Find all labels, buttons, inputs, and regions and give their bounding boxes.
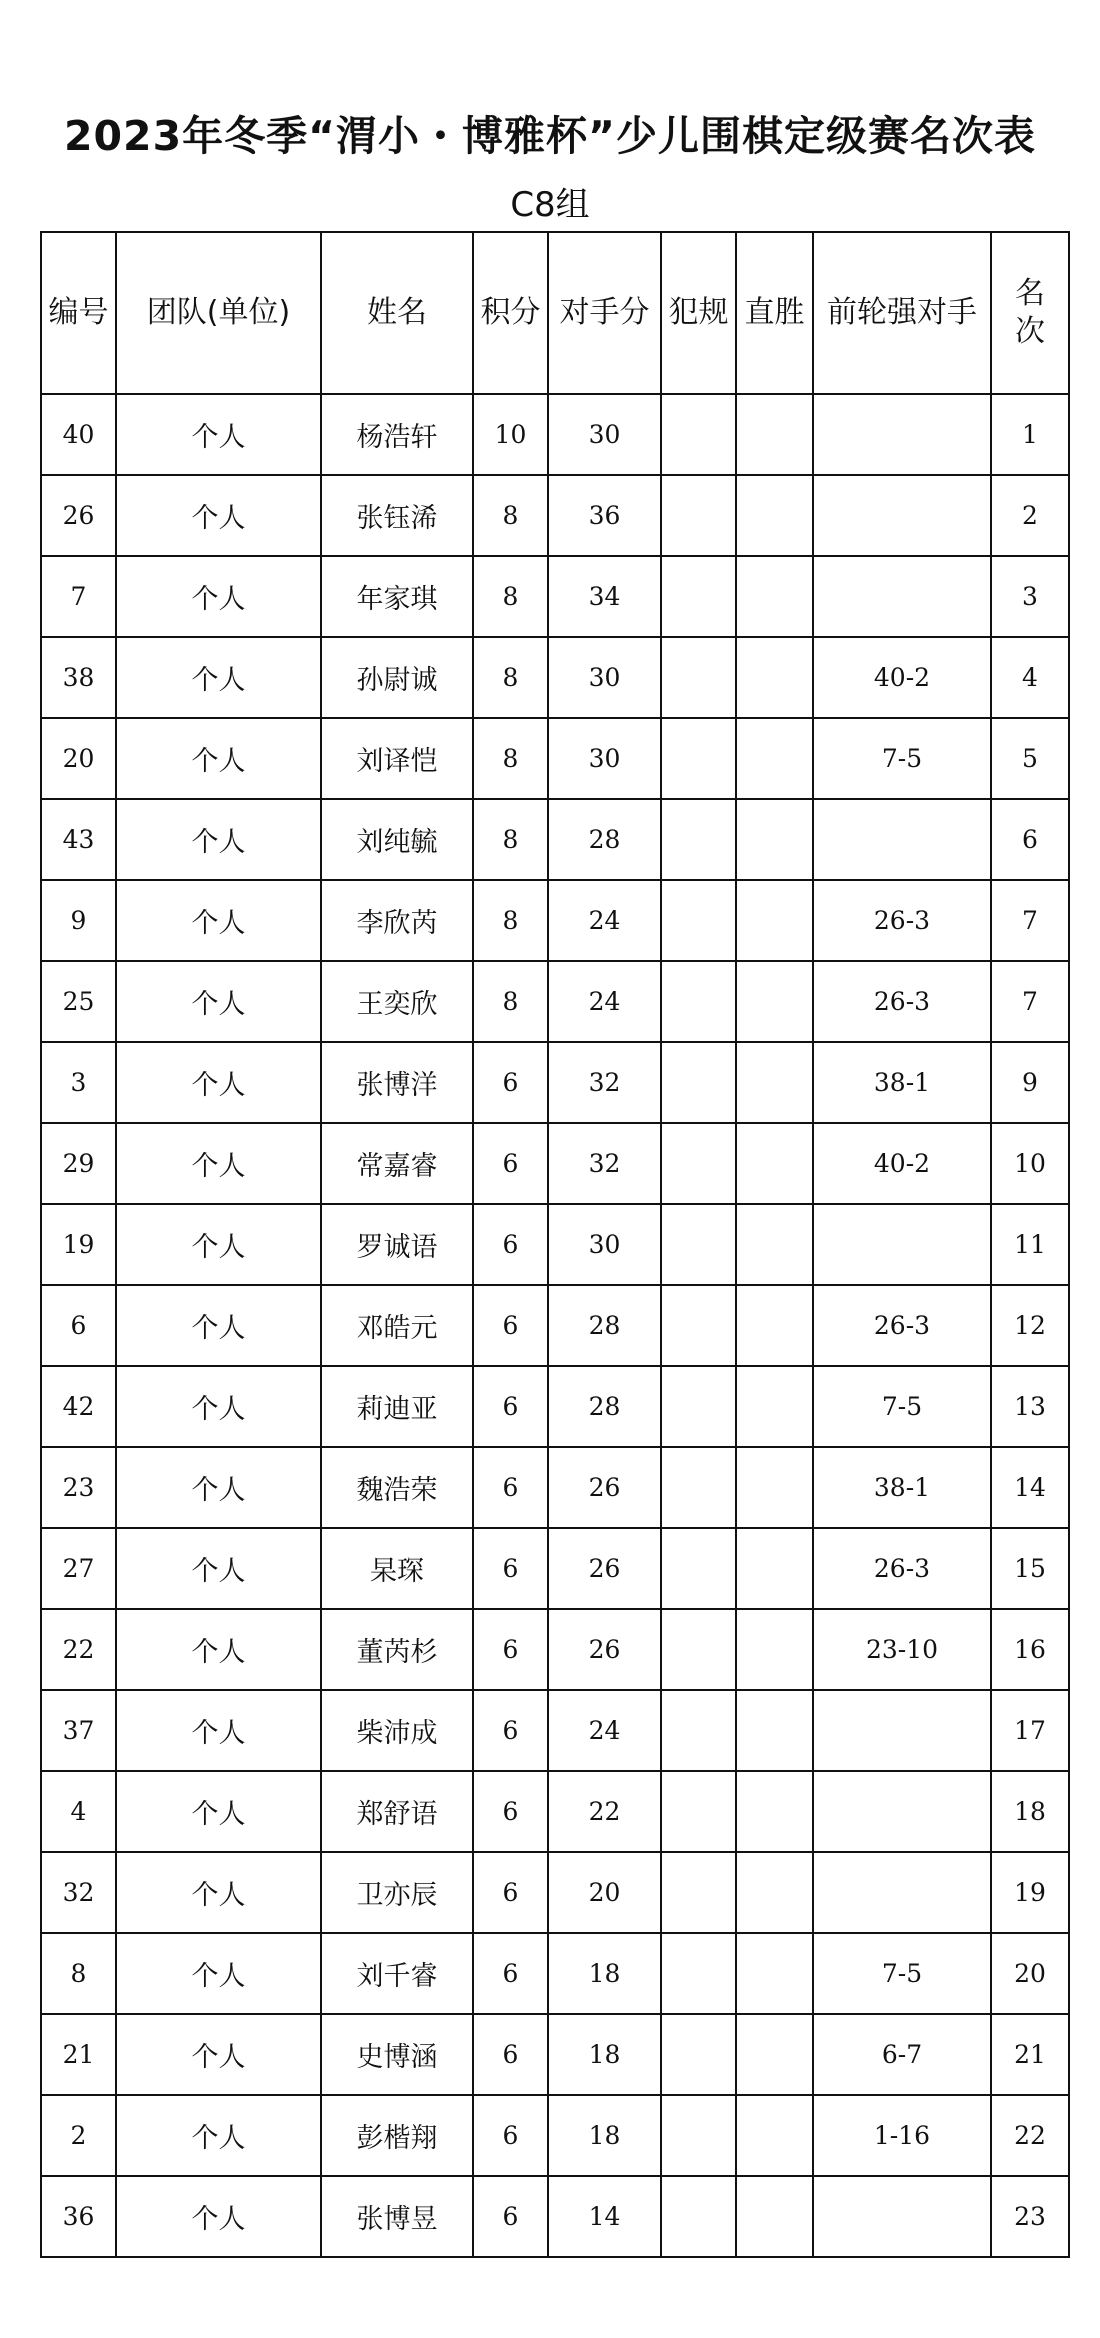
cell-team: 个人	[116, 637, 321, 718]
cell-direct-win	[736, 2095, 813, 2176]
header-opponent-points: 对手分	[548, 232, 661, 394]
cell-rank: 7	[991, 961, 1069, 1042]
cell-opponent-points: 28	[548, 1366, 661, 1447]
cell-direct-win	[736, 637, 813, 718]
cell-points: 6	[473, 1609, 548, 1690]
cell-points: 6	[473, 1042, 548, 1123]
cell-name: 刘纯毓	[321, 799, 473, 880]
cell-opponent-points: 30	[548, 637, 661, 718]
cell-id: 7	[41, 556, 116, 637]
cell-rank: 20	[991, 1933, 1069, 2014]
cell-opponent-points: 18	[548, 2014, 661, 2095]
cell-previous-strong-opponent: 38-1	[813, 1042, 991, 1123]
cell-name: 彭楷翔	[321, 2095, 473, 2176]
cell-id: 36	[41, 2176, 116, 2257]
cell-id: 9	[41, 880, 116, 961]
table-row	[41, 1609, 1069, 1690]
cell-rank: 16	[991, 1609, 1069, 1690]
cell-team: 个人	[116, 799, 321, 880]
cell-opponent-points: 24	[548, 880, 661, 961]
cell-opponent-points: 22	[548, 1771, 661, 1852]
header-direct-win: 直胜	[736, 232, 813, 394]
header-points: 积分	[473, 232, 548, 394]
cell-previous-strong-opponent: 26-3	[813, 1285, 991, 1366]
cell-direct-win	[736, 2176, 813, 2257]
cell-points: 6	[473, 1933, 548, 2014]
table-row	[41, 2014, 1069, 2095]
cell-previous-strong-opponent: 1-16	[813, 2095, 991, 2176]
cell-team: 个人	[116, 1447, 321, 1528]
page-title: 2023年冬季“渭小・博雅杯”少儿围棋定级赛名次表	[63, 112, 1036, 160]
cell-direct-win	[736, 1285, 813, 1366]
cell-team: 个人	[116, 1609, 321, 1690]
cell-team: 个人	[116, 1042, 321, 1123]
cell-team: 个人	[116, 1852, 321, 1933]
cell-foul	[661, 1852, 736, 1933]
cell-opponent-points: 20	[548, 1852, 661, 1933]
cell-name: 张钰浠	[321, 475, 473, 556]
cell-direct-win	[736, 556, 813, 637]
table-row	[41, 394, 1069, 475]
cell-name: 董芮杉	[321, 1609, 473, 1690]
cell-previous-strong-opponent	[813, 475, 991, 556]
cell-name: 王奕欣	[321, 961, 473, 1042]
table-row	[41, 1852, 1069, 1933]
cell-foul	[661, 1609, 736, 1690]
cell-points: 8	[473, 637, 548, 718]
cell-points: 6	[473, 1123, 548, 1204]
cell-name: 卫亦辰	[321, 1852, 473, 1933]
cell-id: 32	[41, 1852, 116, 1933]
cell-id: 3	[41, 1042, 116, 1123]
cell-direct-win	[736, 880, 813, 961]
table-row	[41, 799, 1069, 880]
cell-previous-strong-opponent: 7-5	[813, 1366, 991, 1447]
cell-rank: 18	[991, 1771, 1069, 1852]
cell-rank: 21	[991, 2014, 1069, 2095]
header-id: 编号	[41, 232, 116, 394]
cell-rank: 11	[991, 1204, 1069, 1285]
cell-opponent-points: 28	[548, 1285, 661, 1366]
cell-id: 42	[41, 1366, 116, 1447]
cell-foul	[661, 961, 736, 1042]
table-row	[41, 1366, 1069, 1447]
table-row	[41, 1690, 1069, 1771]
cell-id: 27	[41, 1528, 116, 1609]
cell-name: 史博涵	[321, 2014, 473, 2095]
header-name: 姓名	[321, 232, 473, 394]
cell-foul	[661, 1366, 736, 1447]
header-foul: 犯规	[661, 232, 736, 394]
cell-foul	[661, 394, 736, 475]
cell-direct-win	[736, 475, 813, 556]
cell-points: 6	[473, 1204, 548, 1285]
cell-id: 23	[41, 1447, 116, 1528]
header-previous-strong-opponent: 前轮强对手	[813, 232, 991, 394]
cell-team: 个人	[116, 394, 321, 475]
cell-previous-strong-opponent: 23-10	[813, 1609, 991, 1690]
cell-id: 4	[41, 1771, 116, 1852]
cell-foul	[661, 1690, 736, 1771]
cell-team: 个人	[116, 1204, 321, 1285]
cell-team: 个人	[116, 1933, 321, 2014]
cell-previous-strong-opponent	[813, 2176, 991, 2257]
cell-name: 莉迪亚	[321, 1366, 473, 1447]
cell-previous-strong-opponent	[813, 1852, 991, 1933]
cell-id: 20	[41, 718, 116, 799]
cell-id: 29	[41, 1123, 116, 1204]
table-row	[41, 880, 1069, 961]
cell-foul	[661, 2014, 736, 2095]
cell-rank: 14	[991, 1447, 1069, 1528]
table-row	[41, 475, 1069, 556]
cell-foul	[661, 1528, 736, 1609]
cell-opponent-points: 18	[548, 2095, 661, 2176]
cell-team: 个人	[116, 961, 321, 1042]
cell-direct-win	[736, 1123, 813, 1204]
table-row	[41, 556, 1069, 637]
cell-id: 38	[41, 637, 116, 718]
table-header-row	[41, 232, 1069, 394]
cell-points: 8	[473, 718, 548, 799]
cell-name: 罗诚语	[321, 1204, 473, 1285]
cell-points: 8	[473, 799, 548, 880]
cell-team: 个人	[116, 2176, 321, 2257]
cell-opponent-points: 32	[548, 1123, 661, 1204]
cell-direct-win	[736, 1771, 813, 1852]
cell-foul	[661, 880, 736, 961]
cell-team: 个人	[116, 1285, 321, 1366]
cell-rank: 10	[991, 1123, 1069, 1204]
cell-team: 个人	[116, 880, 321, 961]
table-row	[41, 1528, 1069, 1609]
table-row	[41, 1285, 1069, 1366]
cell-points: 6	[473, 1852, 548, 1933]
cell-rank: 17	[991, 1690, 1069, 1771]
cell-team: 个人	[116, 1528, 321, 1609]
cell-opponent-points: 26	[548, 1447, 661, 1528]
cell-rank: 3	[991, 556, 1069, 637]
cell-foul	[661, 637, 736, 718]
cell-opponent-points: 18	[548, 1933, 661, 2014]
cell-points: 8	[473, 961, 548, 1042]
cell-points: 6	[473, 1690, 548, 1771]
cell-id: 43	[41, 799, 116, 880]
cell-name: 魏浩荣	[321, 1447, 473, 1528]
cell-id: 21	[41, 2014, 116, 2095]
cell-rank: 12	[991, 1285, 1069, 1366]
cell-id: 40	[41, 394, 116, 475]
cell-direct-win	[736, 1852, 813, 1933]
table-row	[41, 718, 1069, 799]
cell-previous-strong-opponent: 26-3	[813, 1528, 991, 1609]
cell-opponent-points: 26	[548, 1609, 661, 1690]
cell-points: 8	[473, 556, 548, 637]
cell-id: 22	[41, 1609, 116, 1690]
cell-opponent-points: 34	[548, 556, 661, 637]
table-row	[41, 961, 1069, 1042]
cell-points: 8	[473, 880, 548, 961]
cell-foul	[661, 1933, 736, 2014]
table-row	[41, 1447, 1069, 1528]
cell-foul	[661, 1204, 736, 1285]
cell-name: 刘译恺	[321, 718, 473, 799]
cell-previous-strong-opponent	[813, 1204, 991, 1285]
cell-previous-strong-opponent: 38-1	[813, 1447, 991, 1528]
cell-rank: 4	[991, 637, 1069, 718]
cell-rank: 5	[991, 718, 1069, 799]
cell-direct-win	[736, 1366, 813, 1447]
table-row	[41, 1042, 1069, 1123]
cell-foul	[661, 556, 736, 637]
cell-previous-strong-opponent: 40-2	[813, 1123, 991, 1204]
cell-foul	[661, 2095, 736, 2176]
cell-foul	[661, 1042, 736, 1123]
cell-opponent-points: 24	[548, 961, 661, 1042]
cell-rank: 23	[991, 2176, 1069, 2257]
cell-points: 6	[473, 2014, 548, 2095]
cell-opponent-points: 30	[548, 394, 661, 475]
cell-name: 年家琪	[321, 556, 473, 637]
cell-name: 邓皓元	[321, 1285, 473, 1366]
cell-id: 8	[41, 1933, 116, 2014]
cell-name: 李欣芮	[321, 880, 473, 961]
cell-opponent-points: 36	[548, 475, 661, 556]
cell-rank: 19	[991, 1852, 1069, 1933]
cell-opponent-points: 14	[548, 2176, 661, 2257]
cell-previous-strong-opponent: 6-7	[813, 2014, 991, 2095]
cell-previous-strong-opponent	[813, 394, 991, 475]
cell-foul	[661, 799, 736, 880]
group-label: C8组	[510, 185, 590, 225]
cell-points: 10	[473, 394, 548, 475]
cell-direct-win	[736, 1690, 813, 1771]
cell-name: 张博昱	[321, 2176, 473, 2257]
cell-previous-strong-opponent	[813, 799, 991, 880]
cell-previous-strong-opponent: 7-5	[813, 718, 991, 799]
cell-team: 个人	[116, 1771, 321, 1852]
cell-points: 6	[473, 1528, 548, 1609]
cell-foul	[661, 718, 736, 799]
table-row	[41, 1123, 1069, 1204]
cell-foul	[661, 1447, 736, 1528]
cell-points: 6	[473, 1285, 548, 1366]
cell-id: 25	[41, 961, 116, 1042]
cell-points: 6	[473, 1447, 548, 1528]
cell-previous-strong-opponent	[813, 1690, 991, 1771]
cell-team: 个人	[116, 475, 321, 556]
table-row	[41, 1771, 1069, 1852]
cell-rank: 7	[991, 880, 1069, 961]
cell-direct-win	[736, 1204, 813, 1285]
table-row	[41, 1204, 1069, 1285]
cell-team: 个人	[116, 1690, 321, 1771]
cell-points: 6	[473, 2176, 548, 2257]
cell-previous-strong-opponent: 40-2	[813, 637, 991, 718]
cell-foul	[661, 2176, 736, 2257]
cell-rank: 1	[991, 394, 1069, 475]
cell-foul	[661, 1123, 736, 1204]
cell-foul	[661, 1771, 736, 1852]
header-rank: 名次	[991, 232, 1069, 394]
cell-points: 8	[473, 475, 548, 556]
cell-previous-strong-opponent: 26-3	[813, 961, 991, 1042]
cell-name: 孙尉诚	[321, 637, 473, 718]
cell-points: 6	[473, 1771, 548, 1852]
ranking-table	[40, 231, 1070, 2258]
cell-name: 柴沛成	[321, 1690, 473, 1771]
cell-team: 个人	[116, 718, 321, 799]
cell-previous-strong-opponent: 26-3	[813, 880, 991, 961]
cell-foul	[661, 475, 736, 556]
cell-opponent-points: 32	[548, 1042, 661, 1123]
cell-direct-win	[736, 1933, 813, 2014]
cell-team: 个人	[116, 1123, 321, 1204]
cell-opponent-points: 24	[548, 1690, 661, 1771]
cell-rank: 22	[991, 2095, 1069, 2176]
cell-direct-win	[736, 961, 813, 1042]
cell-direct-win	[736, 394, 813, 475]
cell-name: 常嘉睿	[321, 1123, 473, 1204]
table-row	[41, 637, 1069, 718]
cell-rank: 13	[991, 1366, 1069, 1447]
cell-previous-strong-opponent	[813, 556, 991, 637]
cell-direct-win	[736, 1447, 813, 1528]
cell-team: 个人	[116, 556, 321, 637]
cell-direct-win	[736, 799, 813, 880]
cell-opponent-points: 26	[548, 1528, 661, 1609]
cell-rank: 15	[991, 1528, 1069, 1609]
cell-points: 6	[473, 1366, 548, 1447]
cell-team: 个人	[116, 1366, 321, 1447]
cell-id: 2	[41, 2095, 116, 2176]
cell-opponent-points: 28	[548, 799, 661, 880]
header-team: 团队(单位)	[116, 232, 321, 394]
cell-rank: 6	[991, 799, 1069, 880]
cell-name: 杲琛	[321, 1528, 473, 1609]
cell-id: 37	[41, 1690, 116, 1771]
cell-direct-win	[736, 1042, 813, 1123]
cell-direct-win	[736, 2014, 813, 2095]
cell-id: 6	[41, 1285, 116, 1366]
table-row	[41, 2176, 1069, 2257]
cell-foul	[661, 1285, 736, 1366]
cell-rank: 9	[991, 1042, 1069, 1123]
cell-rank: 2	[991, 475, 1069, 556]
cell-points: 6	[473, 2095, 548, 2176]
cell-name: 张博洋	[321, 1042, 473, 1123]
cell-name: 刘千睿	[321, 1933, 473, 2014]
cell-name: 杨浩轩	[321, 394, 473, 475]
table-row	[41, 1933, 1069, 2014]
cell-id: 26	[41, 475, 116, 556]
cell-direct-win	[736, 1528, 813, 1609]
cell-team: 个人	[116, 2095, 321, 2176]
cell-opponent-points: 30	[548, 1204, 661, 1285]
cell-id: 19	[41, 1204, 116, 1285]
table-row	[41, 2095, 1069, 2176]
cell-direct-win	[736, 718, 813, 799]
cell-name: 郑舒语	[321, 1771, 473, 1852]
cell-previous-strong-opponent	[813, 1771, 991, 1852]
cell-team: 个人	[116, 2014, 321, 2095]
cell-previous-strong-opponent: 7-5	[813, 1933, 991, 2014]
cell-opponent-points: 30	[548, 718, 661, 799]
cell-direct-win	[736, 1609, 813, 1690]
